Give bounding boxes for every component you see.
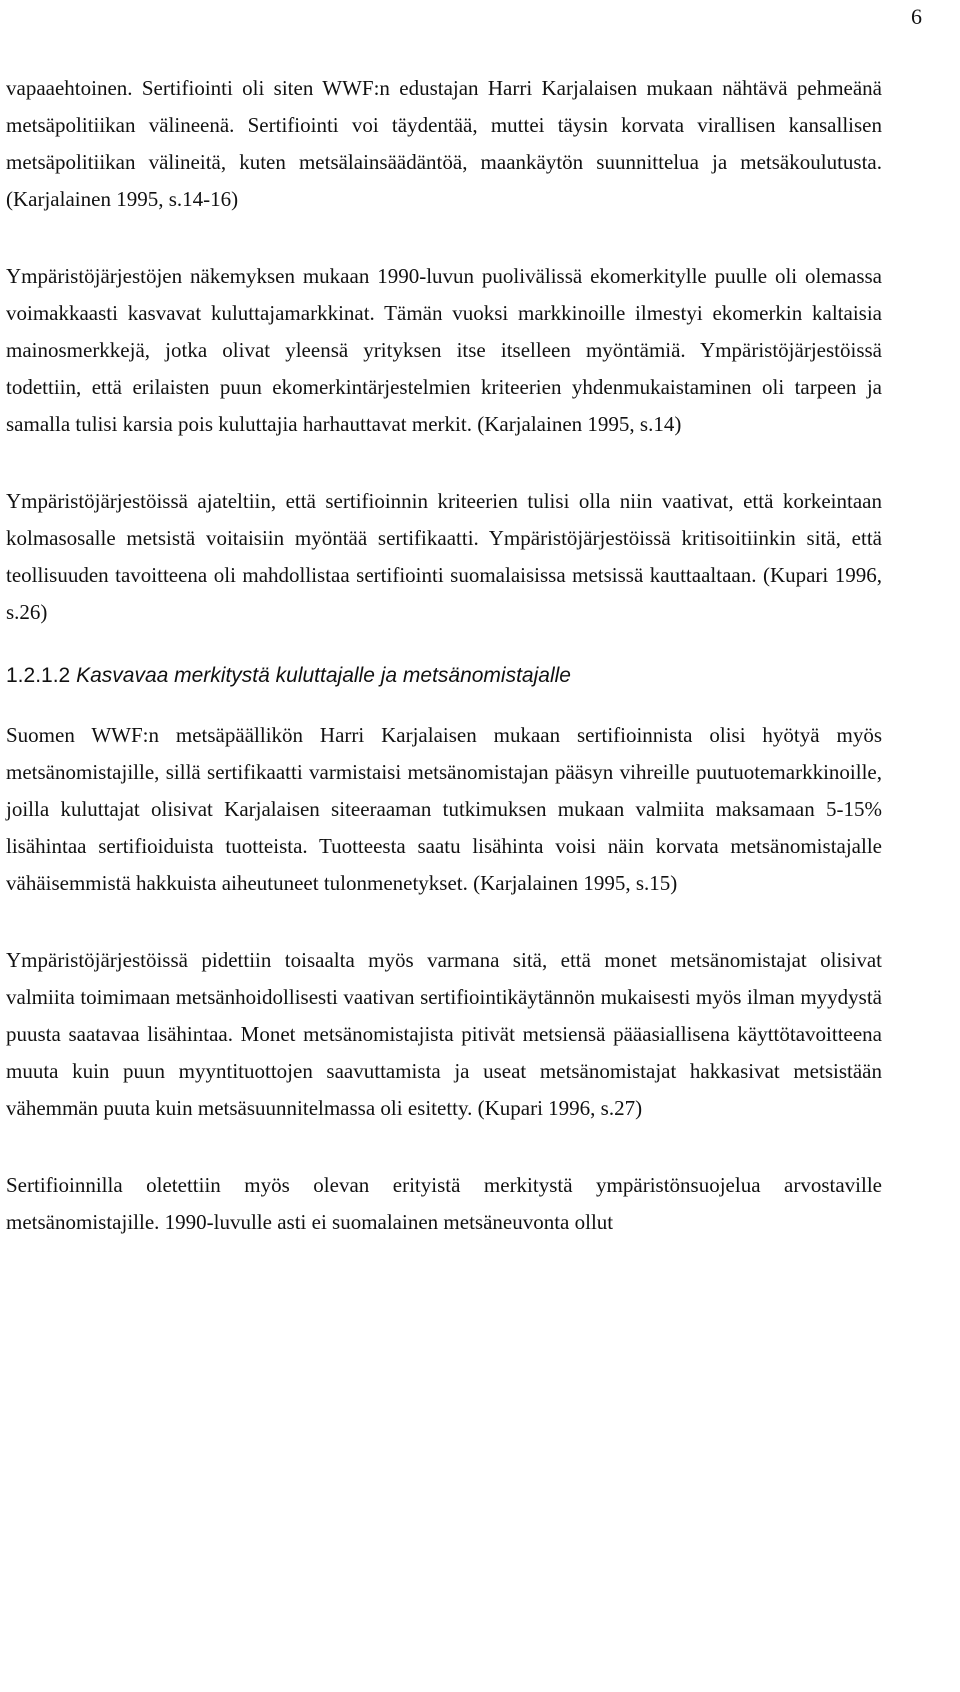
page-body (6, 70, 882, 1281)
body-paragraph: Sertifioinnilla oletettiin myös olevan erityistä merkitystä ympäristönsuojelua arvostaville metsänomistajille. 1990-luvulle asti ei suomalainen metsäneuvonta ollut (6, 1173, 882, 1234)
section-number: 1.2.1.2 (6, 664, 71, 687)
body-paragraph: Suomen WWF:n metsäpäällikön Harri Karjalaisen mukaan sertifioinnista olisi hyötyä myös metsänomistajille, sillä sertifikaatti varmistaisi metsänomistajan pääsyn vihreille puutuotemarkkinoille, joilla kuluttajat olisivat Karjalaisen siteeraaman tutkimuksen mukaan valmiita maksamaan 5-15% lisähintaa sertifioiduista tuotteista. Tuotteesta saatu lisähinta voisi näin korvata metsänomistajalle vähäisemmistä hakkuista aiheutuneet tulonmenetykset. (Karjalainen 1995, s.15) (6, 723, 882, 895)
body-paragraph: Ympäristöjärjestöissä ajateltiin, että sertifioinnin kriteerien tulisi olla niin vaativat, että korkeintaan kolmasosalle metsistä voitaisiin myöntää sertifikaatti. Ympäristöjärjestöissä kritisoitiinkin sitä, että teollisuuden tavoitteena oli mahdollistaa sertifiointi suomalaisissa metsissä kauttaaltaan. (Kupari 1996, s.26) (6, 489, 882, 624)
body-paragraph: Ympäristöjärjestöissä pidettiin toisaalta myös varmana sitä, että monet metsänomistajat olisivat valmiita toimimaan metsänhoidollisesti vaativan sertifiointikäytännön mukaisesti myös ilman myydystä puusta saatavaa lisähintaa. Monet metsänomistajista pitivät metsiensä pääasiallisena käyttötavoitteena muuta kuin puun myyntituottojen saavuttamista ja useat metsänomistajat hakkasivat metsistään vähemmän puuta kuin metsäsuunnitelmassa oli esitetty. (Kupari 1996, s.27) (6, 948, 882, 1120)
section-title: Kasvavaa merkitystä kuluttajalle ja metsänomistajalle (76, 664, 571, 687)
section-heading (6, 661, 882, 691)
body-paragraph: vapaaehtoinen. Sertifiointi oli siten WWF:n edustajan Harri Karjalaisen mukaan nähtävä pehmeänä metsäpolitiikan välineenä. Sertifiointi voi täydentää, muttei täysin korvata virallisen kansallisen metsäpolitiikan välineitä, kuten metsälainsäädäntöä, maankäytön suunnittelua ja metsäkoulutusta. (Karjalainen 1995, s.14-16) (6, 76, 882, 211)
body-paragraph: Ympäristöjärjestöjen näkemyksen mukaan 1990-luvun puolivälissä ekomerkitylle puulle oli olemassa voimakkaasti kasvavat kuluttajamarkkinat. Tämän vuoksi markkinoille ilmestyi ekomerkin kaltaisia mainosmerkkejä, jotka olivat yleensä yrityksen itse itselleen myöntämiä. Ympäristöjärjestöissä todettiin, että erilaisten puun ekomerkintärjestelmien kriteerien yhdenmukaistaminen oli tarpeen ja samalla tulisi karsia pois kuluttajia harhauttavat merkit. (Karjalainen 1995, s.14) (6, 264, 882, 436)
page-number: 6 (911, 4, 922, 29)
